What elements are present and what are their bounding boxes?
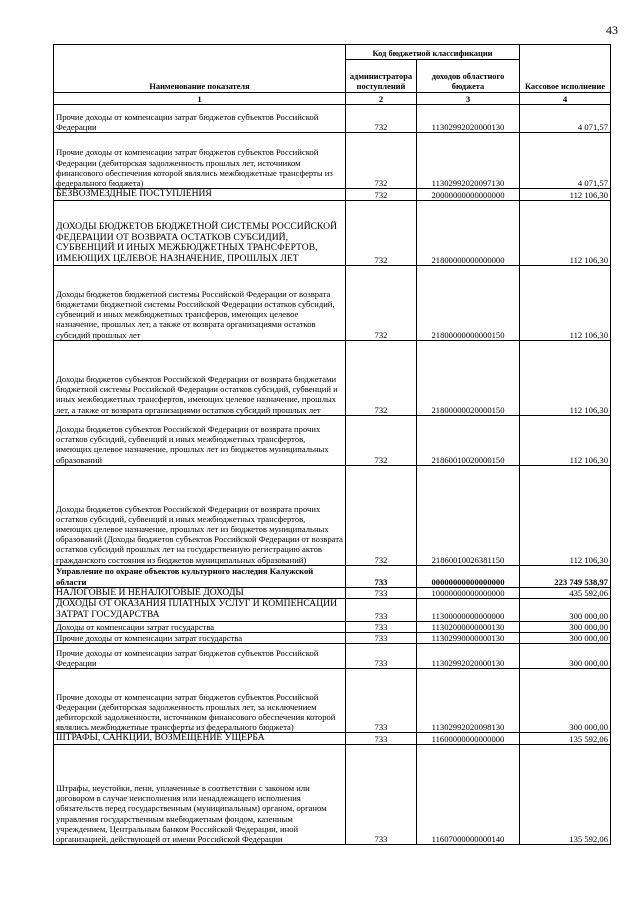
- row-amount: 4 071,57: [520, 105, 611, 133]
- row-name: НАЛОГОВЫЕ И НЕНАЛОГОВЫЕ ДОХОДЫ: [54, 587, 346, 599]
- table-row: [54, 133, 611, 189]
- row-amount: 300 000,00: [520, 669, 611, 733]
- table-row: [54, 340, 611, 415]
- row-amount: 300 000,00: [520, 644, 611, 669]
- row-admin-code: 733: [346, 733, 417, 745]
- row-amount: 4 071,57: [520, 133, 611, 189]
- row-admin-code: 733: [346, 565, 417, 587]
- row-admin-code: 733: [346, 669, 417, 733]
- table-row: [54, 587, 611, 599]
- header-admin: администратора поступлений: [346, 60, 417, 93]
- row-name: БЕЗВОЗМЕЗДНЫЕ ПОСТУПЛЕНИЯ: [54, 189, 346, 201]
- row-income-code: 21860010026381150: [417, 465, 520, 565]
- header-income: доходов областного бюджета: [417, 60, 520, 93]
- row-name: ДОХОДЫ ОТ ОКАЗАНИЯ ПЛАТНЫХ УСЛУГ И КОМПЕНСАЦИИ ЗАТРАТ ГОСУДАРСТВА: [54, 599, 346, 621]
- row-income-code: 11302992020098130: [417, 669, 520, 733]
- row-name: Доходы от компенсации затрат государства: [54, 621, 346, 632]
- row-income-code: 11302992020000130: [417, 644, 520, 669]
- row-income-code: 11302992020000130: [417, 105, 520, 133]
- row-admin-code: 733: [346, 621, 417, 632]
- row-income-code: 21860010020000150: [417, 415, 520, 465]
- row-admin-code: 732: [346, 465, 417, 565]
- row-name: Штрафы, неустойки, пени, уплаченные в соответствии с законом или договором в случае неисполнения или ненадлежащего исполнения обязательств перед государственным (муниципальным) органом, органом управления государственным внебюджетным фондом, казенным учреждением, Центральным банком Российской Федерации, иной организацией, действующей от имени Российской Федерации: [54, 744, 346, 844]
- row-admin-code: 733: [346, 633, 417, 644]
- table-row: [54, 105, 611, 133]
- row-amount: 112 106,30: [520, 340, 611, 415]
- table-row: [54, 415, 611, 465]
- page-number: 43: [606, 23, 618, 37]
- table-row: [54, 465, 611, 565]
- table-row: [54, 265, 611, 340]
- row-admin-code: 732: [346, 189, 417, 201]
- table-row: [54, 200, 611, 265]
- col-number: 4: [520, 93, 611, 105]
- table-row: [54, 669, 611, 733]
- row-income-code: 21800000020000150: [417, 340, 520, 415]
- table-row: [54, 733, 611, 745]
- row-admin-code: 732: [346, 105, 417, 133]
- row-admin-code: 732: [346, 133, 417, 189]
- row-name: Управление по охране объектов культурного наследия Калужской области: [54, 565, 346, 587]
- row-admin-code: 733: [346, 587, 417, 599]
- header-code-group: Код бюджетной классификации: [346, 45, 520, 60]
- row-income-code: 11302992020097130: [417, 133, 520, 189]
- row-name: ШТРАФЫ, САНКЦИИ, ВОЗМЕЩЕНИЕ УЩЕРБА: [54, 733, 346, 745]
- table-row: [54, 189, 611, 201]
- row-amount: 112 106,30: [520, 189, 611, 201]
- row-admin-code: 733: [346, 744, 417, 844]
- table-row: [54, 633, 611, 644]
- row-amount: 300 000,00: [520, 621, 611, 632]
- row-name: Доходы бюджетов субъектов Российской Федерации от возврата бюджетами бюджетной системы Российской Федерации остатков субсидий, субвенций и иных межбюджетных трансфертов, имеющих целевое назначение, прошлых лет, а также от возврата организациями остатков субсидий прошлых лет: [54, 340, 346, 415]
- row-name: Прочие доходы от компенсации затрат государства: [54, 633, 346, 644]
- row-amount: 435 592,06: [520, 587, 611, 599]
- row-admin-code: 732: [346, 265, 417, 340]
- col-number: 2: [346, 93, 417, 105]
- row-income-code: 11607000000000140: [417, 744, 520, 844]
- table-row: [54, 621, 611, 632]
- row-admin-code: 733: [346, 599, 417, 621]
- row-income-code: 11600000000000000: [417, 733, 520, 745]
- row-amount: 112 106,30: [520, 415, 611, 465]
- row-income-code: 11302990000000130: [417, 633, 520, 644]
- row-amount: 300 000,00: [520, 633, 611, 644]
- row-income-code: 21800000000000150: [417, 265, 520, 340]
- row-name: Прочие доходы от компенсации затрат бюджетов субъектов Российской Федерации (дебиторская задолженность прошлых лет, источником финансового обеспечения которой являлись межбюджетные трансферты из федерального бюджета): [54, 133, 346, 189]
- row-income-code: 11302000000000130: [417, 621, 520, 632]
- row-income-code: 10000000000000000: [417, 587, 520, 599]
- row-amount: 112 106,30: [520, 465, 611, 565]
- table-row: [54, 565, 611, 587]
- row-income-code: 11300000000000000: [417, 599, 520, 621]
- row-name: Прочие доходы от компенсации затрат бюджетов субъектов Российской Федерации: [54, 105, 346, 133]
- col-number: 1: [54, 93, 346, 105]
- table-row: [54, 644, 611, 669]
- row-amount: 112 106,30: [520, 265, 611, 340]
- row-income-code: 20000000000000000: [417, 189, 520, 201]
- row-admin-code: 732: [346, 415, 417, 465]
- row-admin-code: 732: [346, 200, 417, 265]
- header-name: Наименование показателя: [54, 45, 346, 93]
- row-income-code: 00000000000000000: [417, 565, 520, 587]
- row-amount: 300 000,00: [520, 599, 611, 621]
- table-row: [54, 744, 611, 844]
- row-amount: 135 592,06: [520, 733, 611, 745]
- row-name: Прочие доходы от компенсации затрат бюджетов субъектов Российской Федерации: [54, 644, 346, 669]
- row-amount: 112 106,30: [520, 200, 611, 265]
- row-amount: 223 749 538,97: [520, 565, 611, 587]
- row-name: ДОХОДЫ БЮДЖЕТОВ БЮДЖЕТНОЙ СИСТЕМЫ РОССИЙСКОЙ ФЕДЕРАЦИИ ОТ ВОЗВРАТА ОСТАТКОВ СУБСИДИЙ, СУБВЕНЦИЙ И ИНЫХ МЕЖБЮДЖЕТНЫХ ТРАНСФЕРТОВ, ИМЕЮЩИХ ЦЕЛЕВОЕ НАЗНАЧЕНИЕ, ПРОШЛЫХ ЛЕТ: [54, 200, 346, 265]
- row-amount: 135 592,06: [520, 744, 611, 844]
- row-admin-code: 732: [346, 340, 417, 415]
- budget-table: [53, 44, 611, 845]
- table-row: [54, 599, 611, 621]
- row-name: Доходы бюджетов субъектов Российской Федерации от возврата прочих остатков субсидий, субвенций и иных межбюджетных трансфертов, имеющих целевое назначение, прошлых лет из бюджетов муниципальных образований (Доходы бюджетов субъектов Российской Федерации от возврата остатков субсидий прошлых лет на государственную регистрацию актов гражданского состояния из бюджетов муниципальных образований): [54, 465, 346, 565]
- row-name: Прочие доходы от компенсации затрат бюджетов субъектов Российской Федерации (дебиторская задолженность прошлых лет, за исключением дебиторской задолженности, источником финансового обеспечения которой являлись межбюджетные трансферты из федерального бюджета): [54, 669, 346, 733]
- row-income-code: 21800000000000000: [417, 200, 520, 265]
- row-name: Доходы бюджетов субъектов Российской Федерации от возврата прочих остатков субсидий, субвенций и иных межбюджетных трансфертов, имеющих целевое назначение, прошлых лет из бюджетов муниципальных образований: [54, 415, 346, 465]
- row-name: Доходы бюджетов бюджетной системы Российской Федерации от возврата бюджетами бюджетной системы Российской Федерации остатков субсидий, субвенций и иных межбюджетных трансферов, имеющих целевое назначение, прошлых лет, а также от возврата организациями остатков субсидий прошлых лет: [54, 265, 346, 340]
- row-admin-code: 733: [346, 644, 417, 669]
- col-number: 3: [417, 93, 520, 105]
- header-execution: Кассовое исполнение: [520, 45, 611, 93]
